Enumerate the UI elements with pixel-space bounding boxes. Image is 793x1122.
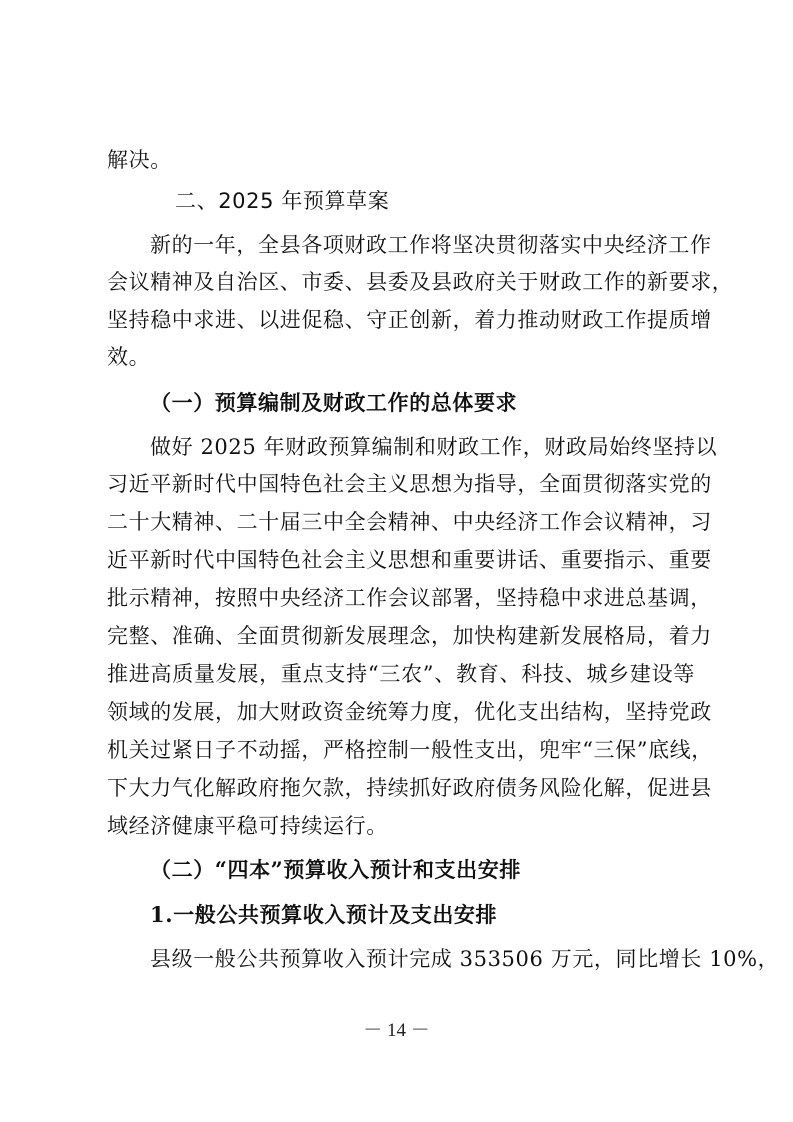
- paragraph-line: 解决。: [107, 148, 172, 172]
- paragraph-line: 会议精神及自治区、市委、县委及县政府关于财政工作的新要求，: [107, 270, 734, 294]
- paragraph-line: 机关过紧日子不动摇，严格控制一般性支出，兜牢“三保”底线，: [107, 738, 713, 762]
- subsection-heading: （一）预算编制及财政工作的总体要求: [150, 390, 518, 415]
- paragraph-line: 完整、准确、全面贯彻新发展理念，加快构建新发展格局，着力: [107, 624, 712, 648]
- paragraph-line: 批示精神，按照中央经济工作会议部署，坚持稳中求进总基调，: [107, 586, 712, 610]
- subsection-heading: （二）“四本”预算收入预计和支出安排: [150, 857, 521, 882]
- paragraph-line: 近平新时代中国特色社会主义思想和重要讲话、重要指示、重要: [107, 548, 712, 572]
- paragraph-line: 做好 2025 年财政预算编制和财政工作，财政局始终坚持以: [150, 435, 718, 459]
- paragraph-line: 下大力气化解政府拖欠款，持续抓好政府债务风险化解，促进县: [107, 776, 712, 800]
- paragraph-line: 领域的发展，加大财政资金统筹力度，优化支出结构，坚持党政: [107, 700, 712, 724]
- page-number: － 14 －: [363, 1020, 430, 1041]
- paragraph-line: 县级一般公共预算收入预计完成 353506 万元，同比增长 10%，: [150, 947, 780, 971]
- paragraph-line: 二十大精神、二十届三中全会精神、中央经济工作会议精神，习: [107, 510, 712, 534]
- section-heading: 二、2025 年预算草案: [175, 189, 390, 213]
- paragraph-line: 习近平新时代中国特色社会主义思想为指导，全面贯彻落实党的: [107, 472, 712, 496]
- subsection-heading: 1.一般公共预算收入预计及支出安排: [150, 902, 498, 927]
- paragraph-line: 新的一年，全县各项财政工作将坚决贯彻落实中央经济工作: [150, 233, 712, 257]
- paragraph-line: 坚持稳中求进、以进促稳、守正创新，着力推动财政工作提质增: [107, 308, 712, 332]
- paragraph-line: 域经济健康平稳可持续运行。: [107, 814, 388, 838]
- paragraph-line: 效。: [107, 345, 151, 369]
- paragraph-line: 推进高质量发展，重点支持“三农”、教育、科技、城乡建设等: [107, 662, 695, 686]
